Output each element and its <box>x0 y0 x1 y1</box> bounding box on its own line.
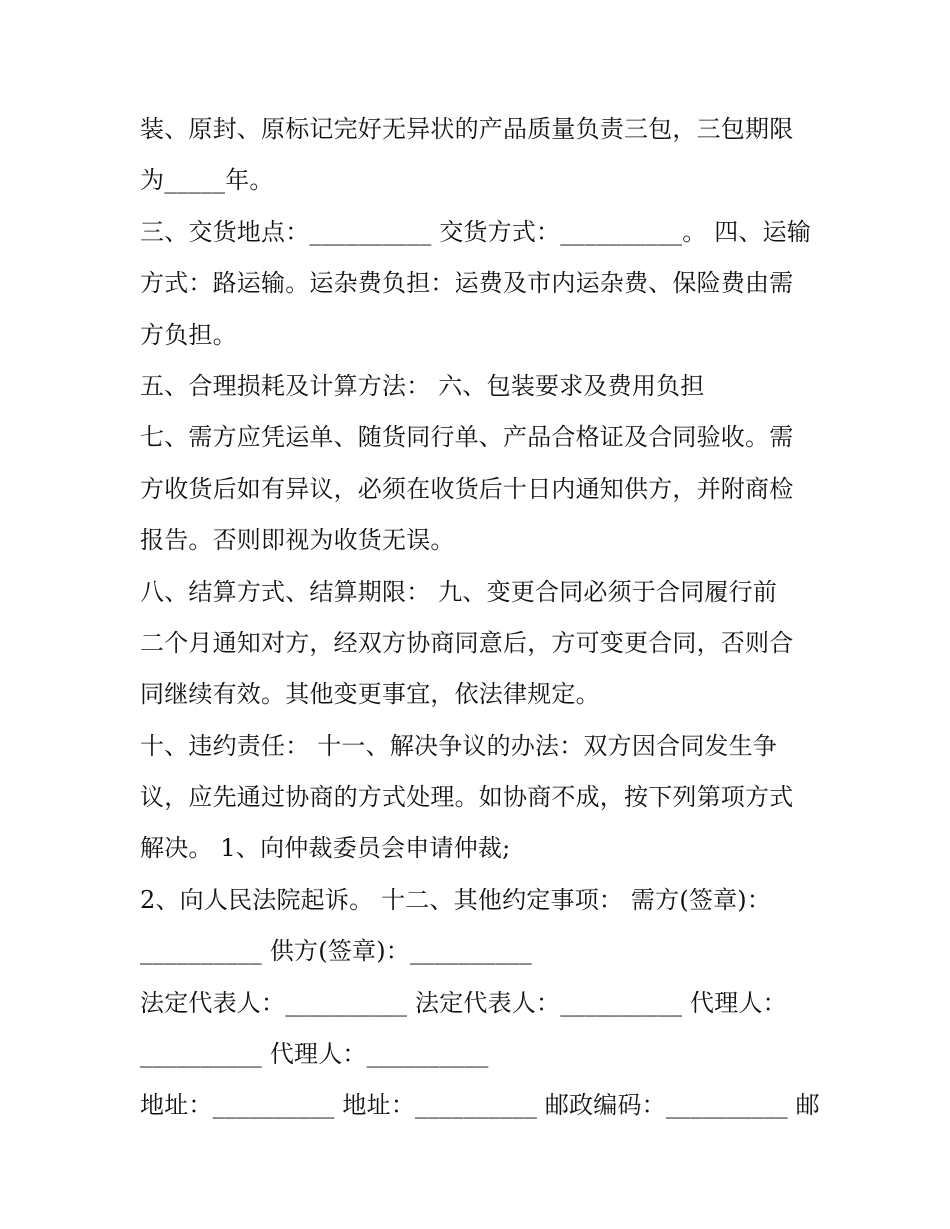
text-line: 方式：路运输。运杂费负担：运费及市内运杂费、保险费由需 <box>140 269 794 298</box>
text-line: 为_____年。 <box>140 166 274 195</box>
text-line: __________ 代理人：__________ <box>140 1040 489 1069</box>
text-line: 解决。 1、向仲裁委员会申请仲裁; <box>140 834 511 863</box>
contract-body-text <box>140 104 830 1132</box>
text-line: 八、结算方式、结算期限： 九、变更合同必须于合同履行前 <box>140 577 778 606</box>
text-line: 装、原封、原标记完好无异状的产品质量负责三包，三包期限 <box>140 115 794 143</box>
text-line: 三、交货地点：__________ 交货方式：__________。 四、运输 <box>140 217 812 246</box>
text-line: __________ 供方(签章)：__________ <box>140 937 532 966</box>
text-line: 议，应先通过协商的方式处理。如协商不成，按下列第项方式 <box>140 783 794 812</box>
text-line: 方收货后如有异议，必须在收货后十日内通知供方，并附商检 <box>140 474 794 503</box>
text-line: 二个月通知对方，经双方协商同意后，方可变更合同，否则合 <box>140 628 794 657</box>
text-line: 方负担。 <box>140 320 237 349</box>
text-line: 报告。否则即视为收货无误。 <box>140 526 455 555</box>
text-line: 五、合理损耗及计算方法： 六、包装要求及费用负担 <box>140 371 705 400</box>
text-line: 七、需方应凭运单、随货同行单、产品合格证及合同验收。需 <box>140 423 794 452</box>
text-line: 同继续有效。其他变更事宜，依法律规定。 <box>140 680 600 709</box>
text-line: 十、违约责任： 十一、解决争议的办法：双方因合同发生争 <box>140 731 778 760</box>
text-line: 2、向人民法院起诉。 十二、其他约定事项： 需方(签章)： <box>140 885 772 914</box>
text-line: 法定代表人：__________ 法定代表人：__________ 代理人： <box>140 988 787 1017</box>
text-line: 地址：__________ 地址：__________ 邮政编码：__________ 邮 <box>140 1091 820 1120</box>
